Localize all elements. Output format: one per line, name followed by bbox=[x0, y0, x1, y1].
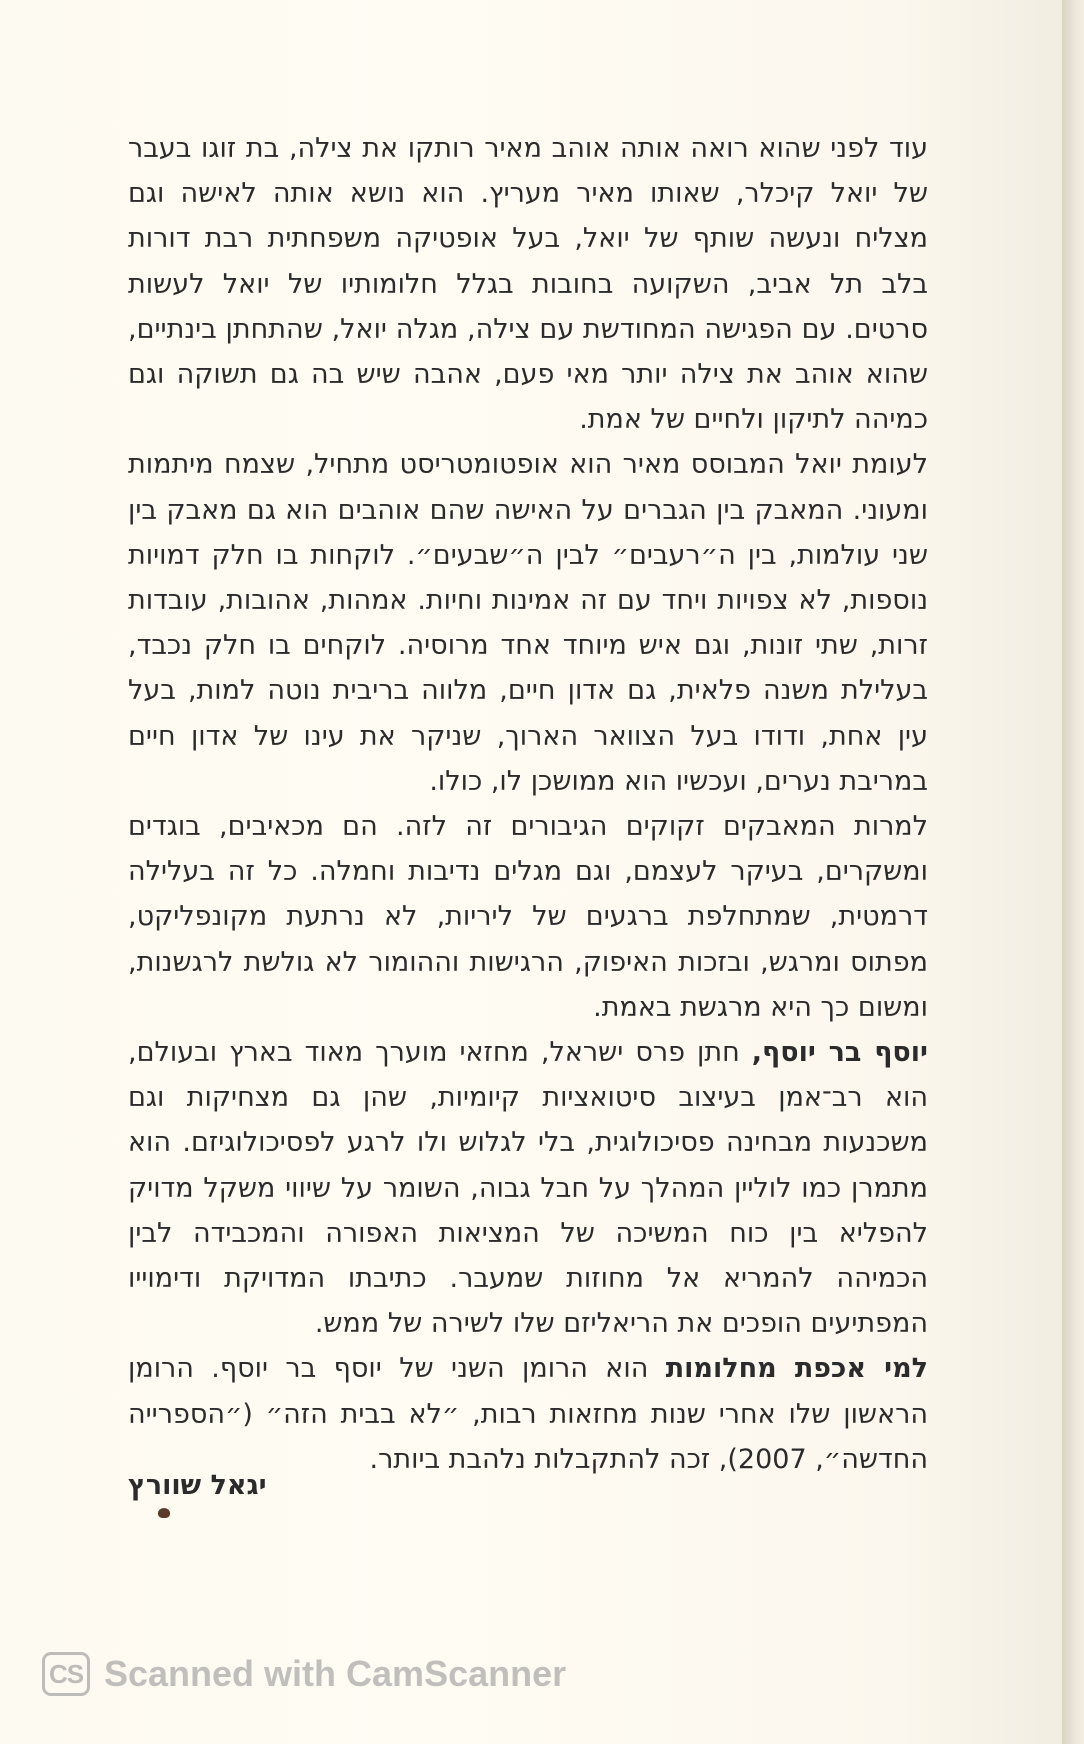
paragraph-text: הוא הרומן השני של יוסף בר יוסף. הרומן הראשון שלו אחרי שנות מחזאות רבות, ״לא בבית הזה״ (״הספרייה החדשה״, 2007), זכה להתקבלות נלהבת ביותר. bbox=[128, 1353, 928, 1475]
paragraph bbox=[128, 442, 928, 804]
camscanner-logo-icon: CS bbox=[42, 1652, 90, 1696]
paragraph bbox=[128, 804, 928, 1030]
page-edge bbox=[1062, 0, 1084, 1744]
paragraph bbox=[128, 1346, 928, 1482]
book-title: למי אכפת מחלומות bbox=[665, 1353, 928, 1385]
paragraph-text: עוד לפני שהוא רואה אותה אוהב מאיר רותקו את צילה, בת זוגו בעבר של יואל קיכלר, שאותו מאיר מעריץ. הוא נושא אותה לאישה וגם מצליח ונעשה שותף של יואל, בעל אופטיקה משפחתית רבת דורות בלב תל אביב, השקועה בחובות בגלל חלומותיו של יואל לעשות סרטים. עם הפגישה המחודשת עם צילה, מגלה יואל, שהתחתן בינתיים, שהוא אוהב את צילה יותר מאי פעם, אהבה שיש בה גם תשוקה וגם כמיהה לתיקון ולחיים של אמת. bbox=[128, 133, 928, 436]
signature-text: יגאל שוורץ bbox=[128, 1470, 267, 1501]
paragraph-text: לעומת יואל המבוסס מאיר הוא אופטומטריסט מתחיל, שצמח מיתמות ומעוני. המאבק בין הגברים על האישה שהם אוהבים הוא גם מאבק בין שני עולמות, בין ה״רעבים״ לבין ה״שבעים״. לוקחות בו חלק דמויות נוספות, לא צפויות ויחד עם זה אמינות וחיות. אמהות, אהובות, עובדות זרות, שתי זונות, וגם איש מיוחד אחד מרוסיה. לוקחים בו חלק נכבד, בעלילת משנה פלאית, גם אדון חיים, מלווה בריבית נוטה למות, בעל עין אחת, ודודו בעל הצוואר הארוך, שניקר את עינו של אדון חיים במריבת נערים, ועכשיו הוא ממושכן לו, כולו. bbox=[128, 449, 928, 797]
paragraph-text: חתן פרס ישראל, מחזאי מוערך מאוד בארץ ובעולם, הוא רב־אמן בעיצוב סיטואציות קיומיות, שהן גם מצחיקות וגם משכנעות מבחינה פסיכולוגית, בלי לגלוש ולו לרגע לפסיכולוגיזם. הוא מתמרן כמו לוליין המהלך על חבל גבוה, השומר על שיווי משקל מדויק להפליא בין כוח המשיכה של המציאות האפורה והמכבידה לבין הכמיהה להמריא אל מחוזות שמעבר. כתיבתו המדויקת ודימוייו המפתיעים הופכים את הריאליזם שלו לשירה של ממש. bbox=[128, 1037, 928, 1340]
ink-mark bbox=[158, 1508, 170, 1518]
watermark-text: Scanned with CamScanner bbox=[104, 1653, 567, 1694]
back-cover-text bbox=[128, 126, 928, 1482]
signature bbox=[128, 1470, 928, 1501]
paragraph bbox=[128, 1030, 928, 1346]
author-name: יוסף בר יוסף, bbox=[751, 1037, 928, 1069]
paragraph-text: למרות המאבקים זקוקים הגיבורים זה לזה. הם מכאיבים, בוגדים ומשקרים, בעיקר לעצמם, וגם מגלים נדיבות וחמלה. כל זה בעלילה דרמטית, שמתחלפת ברגעים של ליריות, לא נרתעת מקונפליקט, מפתוס ומרגש, ובזכות האיפוק, הרגישות וההומור לא גולשת לרגשנות, ומשום כך היא מרגשת באמת. bbox=[128, 811, 928, 1023]
camscanner-watermark bbox=[42, 1652, 566, 1696]
paragraph bbox=[128, 126, 928, 442]
